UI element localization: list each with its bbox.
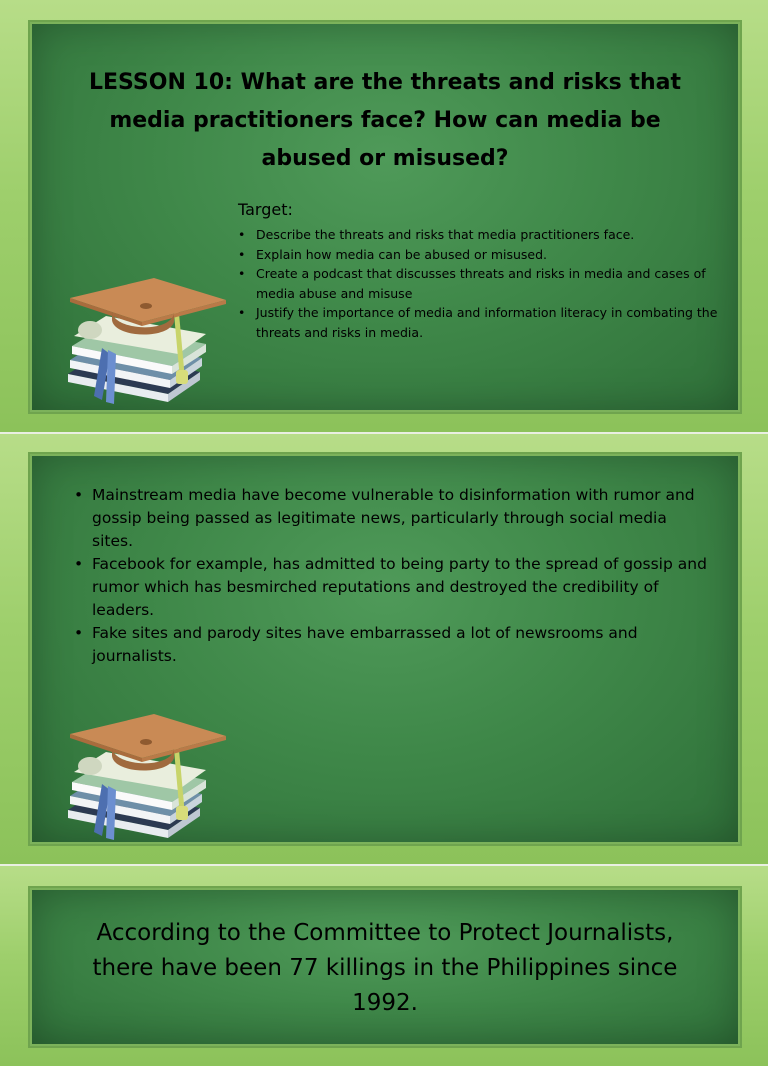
- slide-text: According to the Committee to Protect Journalists, there have been 77 killings in the Philippines since 1992.: [92, 920, 678, 1016]
- graduation-cap-books-icon: [50, 278, 230, 412]
- slide-3: [0, 866, 768, 1066]
- target-section: [236, 200, 718, 342]
- list-item: • Fake sites and parody sites have embarrassed a lot of newsrooms and journalists.: [92, 622, 708, 668]
- target-heading: Target:: [238, 200, 293, 219]
- slide-title: LESSON 10: What are the threats and risks that media practitioners face? How can media be abused or misused?: [89, 70, 681, 171]
- list-item: • Describe the threats and risks that media practitioners face.: [256, 225, 718, 245]
- list-item: • Create a podcast that discusses threats and risks in media and cases of media abuse and misuse: [256, 264, 718, 303]
- slide-2: [0, 434, 768, 864]
- bullet-list: [70, 484, 708, 668]
- slide-1: [0, 0, 768, 432]
- list-item: • Facebook for example, has admitted to being party to the spread of gossip and rumor which has besmirched reputations and destroyed the credibility of leaders.: [92, 553, 708, 622]
- list-item: • Mainstream media have become vulnerable to disinformation with rumor and gossip being passed as legitimate news, particularly through social media sites.: [92, 484, 708, 553]
- chalkboard: [30, 22, 740, 412]
- list-item: • Justify the importance of media and information literacy in combating the threats and risks in media.: [256, 303, 718, 342]
- chalkboard: [30, 454, 740, 844]
- list-item: • Explain how media can be abused or misused.: [256, 245, 718, 265]
- chalkboard: [30, 888, 740, 1046]
- graduation-cap-books-icon: [50, 714, 230, 844]
- target-list: [236, 225, 718, 342]
